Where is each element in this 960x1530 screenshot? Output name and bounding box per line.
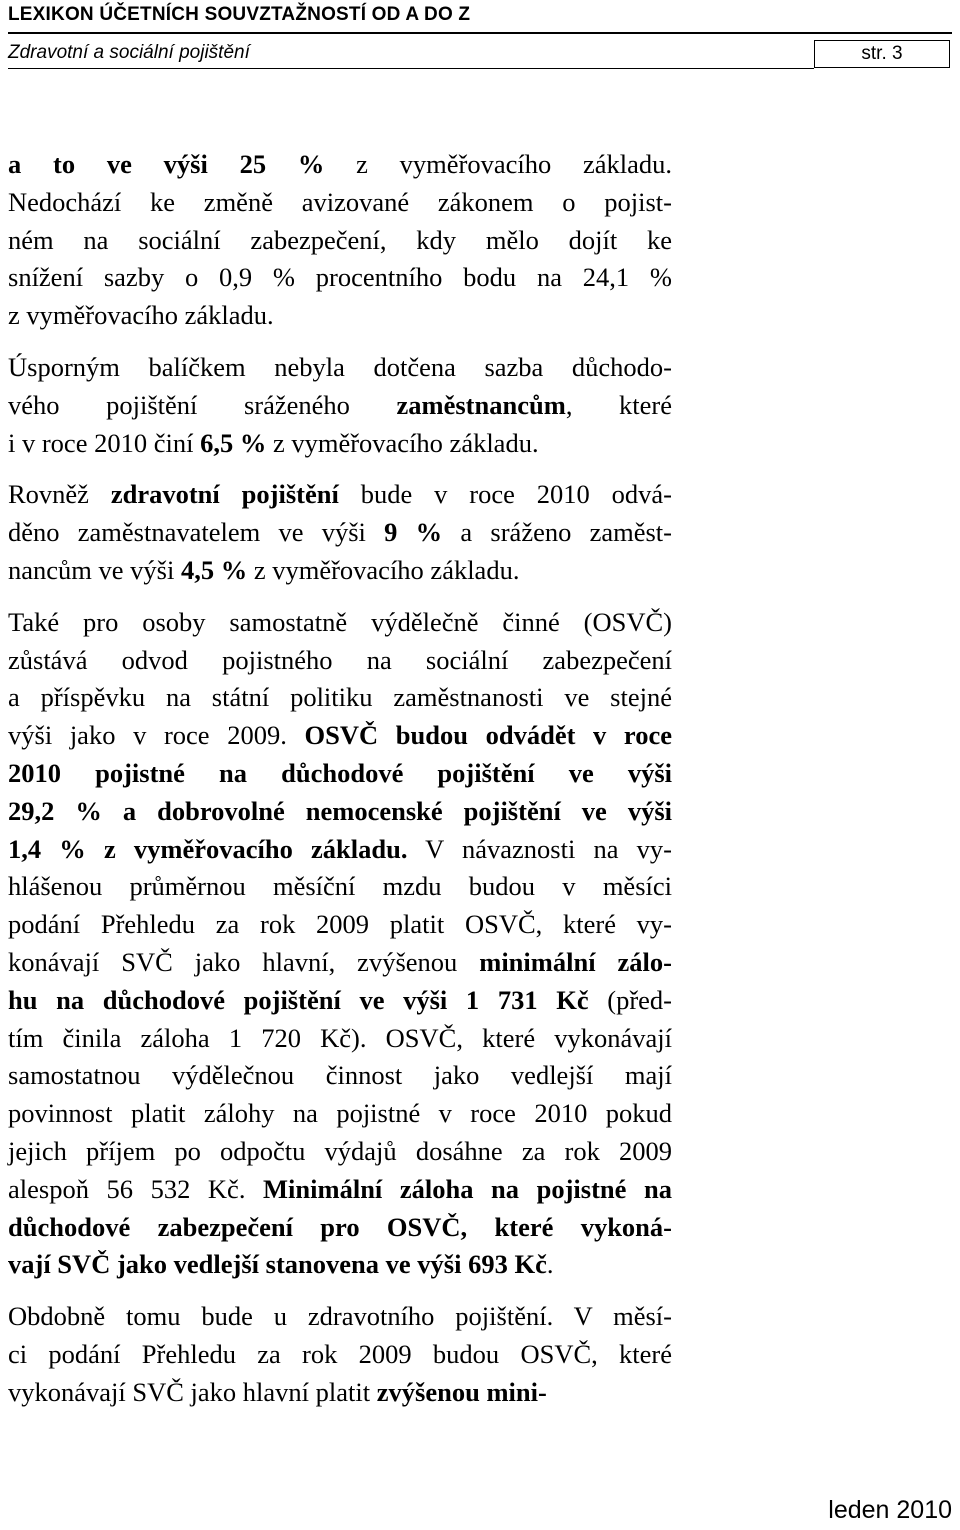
page-number-box (814, 40, 950, 68)
text-line (8, 1374, 672, 1412)
text-line (8, 642, 672, 680)
text-line (8, 1020, 672, 1058)
text-run: ci podání Přehledu za rok 2009 budou OSVČ, které (8, 1338, 672, 1369)
text-run: ném na sociální zabezpečení, kdy mělo dojít ke (8, 224, 672, 255)
text-run: a sráženo zaměst- (442, 517, 672, 548)
text-line (8, 982, 672, 1020)
bold-text-run: důchodové zabezpečení pro OSVČ, které vykoná- (8, 1211, 672, 1242)
section-title: Zdravotní a sociální pojištění (8, 42, 250, 63)
text-line (8, 679, 672, 717)
text-run: z vyměřovacího základu. (324, 149, 673, 179)
text-run: Také pro osoby samostatně výdělečně činné (OSVČ) (8, 606, 672, 637)
text-run: zůstává odvod pojistného na sociální zabezpečení (8, 644, 672, 675)
text-line (8, 297, 672, 335)
text-line (8, 349, 672, 387)
text-line (8, 425, 672, 463)
text-line (8, 1057, 672, 1095)
text-run: samostatnou výdělečnou činnost jako vedlejší mají (8, 1060, 672, 1091)
paragraph (8, 476, 672, 589)
text-line (8, 755, 672, 793)
article-body (8, 146, 672, 1426)
text-run: . (546, 1249, 554, 1280)
bold-text-run: minimální zálo- (479, 946, 672, 977)
text-run: z vyměřovacího základu. (8, 300, 274, 331)
text-run: hlášenou průměrnou měsíční mzdu budou v měsíci (8, 871, 672, 902)
text-run: děno zaměstnavatelem ve výši (8, 517, 385, 548)
bold-text-run: 2010 pojistné na důchodové pojištění ve výši (8, 757, 672, 788)
text-run: vého pojištění sráženého (8, 389, 397, 420)
text-run: Obdobně tomu bude u zdravotního pojištění. V měsí- (8, 1301, 672, 1332)
bold-text-run: Minimální záloha na pojistné na (263, 1173, 672, 1204)
paragraph (8, 604, 672, 1284)
bold-text-run: zvýšenou mini- (376, 1376, 547, 1407)
bold-text-run: OSVČ budou odvádět v roce (304, 720, 672, 751)
text-run: konávají SVČ jako hlavní, zvýšenou (8, 946, 480, 977)
text-line (8, 259, 672, 297)
issue-date: leden 2010 (828, 1496, 952, 1524)
text-line (8, 717, 672, 755)
text-run: alespoň 56 532 Kč. (8, 1173, 264, 1204)
text-line (8, 793, 672, 831)
text-line (8, 1298, 672, 1336)
text-line (8, 906, 672, 944)
text-line (8, 222, 672, 260)
bold-text-run: 29,2 % a dobrovolné nemocenské pojištění ve výši (8, 795, 672, 826)
paragraph (8, 146, 672, 335)
page-number: str. 3 (861, 43, 903, 64)
paragraph (8, 1298, 672, 1411)
bold-text-run: zdravotní pojištění (110, 479, 339, 510)
text-line (8, 476, 672, 514)
bold-text-run: 6,5 % (200, 427, 267, 458)
text-run: podání Přehledu za rok 2009 platit OSVČ, které vy- (8, 909, 672, 940)
text-run: nancům ve výši (8, 554, 181, 585)
bold-text-run: 1,4 % z vyměřovacího základu. (8, 833, 408, 864)
text-line (8, 1336, 672, 1374)
text-run: V návaznosti na vy- (407, 833, 672, 864)
text-run: , které (565, 389, 672, 420)
text-line (8, 604, 672, 642)
text-run: i v roce 2010 činí (8, 427, 201, 458)
text-run: Úsporným balíčkem nebyla dotčena sazba důchodo- (8, 351, 672, 382)
text-run: povinnost platit zálohy na pojistné v roce 2010 pokud (8, 1098, 672, 1129)
text-run: výši jako v roce 2009. (8, 720, 305, 751)
bold-text-run: 4,5 % (180, 554, 248, 585)
text-line (8, 831, 672, 869)
text-run: a příspěvku na státní politiku zaměstnanosti ve stejné (8, 682, 672, 713)
text-run: tím činila záloha 1 720 Kč). OSVČ, které vykonávají (8, 1022, 672, 1053)
text-run: z vyměřovacího základu. (266, 427, 539, 458)
header-divider (8, 32, 952, 34)
publication-title: LEXIKON ÚČETNÍCH SOUVZTAŽNOSTÍ OD A DO Z (8, 4, 471, 25)
text-run: bude v roce 2010 odvá- (338, 479, 672, 510)
bold-text-run: hu na důchodové pojištění ve výši 1 731 Kč (8, 984, 589, 1015)
section-underline (8, 68, 814, 69)
text-line (8, 868, 672, 906)
text-line (8, 514, 672, 552)
text-run: vykonávají SVČ jako hlavní platit (8, 1376, 377, 1407)
text-line (8, 1133, 672, 1171)
text-line (8, 146, 672, 184)
text-run: z vyměřovacího základu. (247, 554, 520, 585)
text-run: jejich příjem po odpočtu výdajů dosáhne za rok 2009 (8, 1135, 672, 1166)
bold-text-run: zaměstnancům (396, 389, 566, 420)
text-line (8, 1209, 672, 1247)
bold-text-run: a to ve výši 25 % (8, 149, 325, 179)
bold-text-run: vají SVČ jako vedlejší stanovena ve výši 693 Kč (8, 1249, 547, 1280)
text-run: Rovněž (8, 479, 111, 510)
paragraph (8, 349, 672, 462)
text-run: snížení sazby o 0,9 % procentního bodu na 24,1 % (8, 262, 672, 293)
text-line (8, 184, 672, 222)
text-run: (před- (588, 984, 672, 1015)
text-line (8, 944, 672, 982)
text-line (8, 1171, 672, 1209)
text-line (8, 387, 672, 425)
text-line (8, 1095, 672, 1133)
text-line (8, 1246, 672, 1284)
text-line (8, 552, 672, 590)
text-run: Nedochází ke změně avizované zákonem o pojist- (8, 186, 672, 217)
bold-text-run: 9 % (384, 517, 443, 548)
